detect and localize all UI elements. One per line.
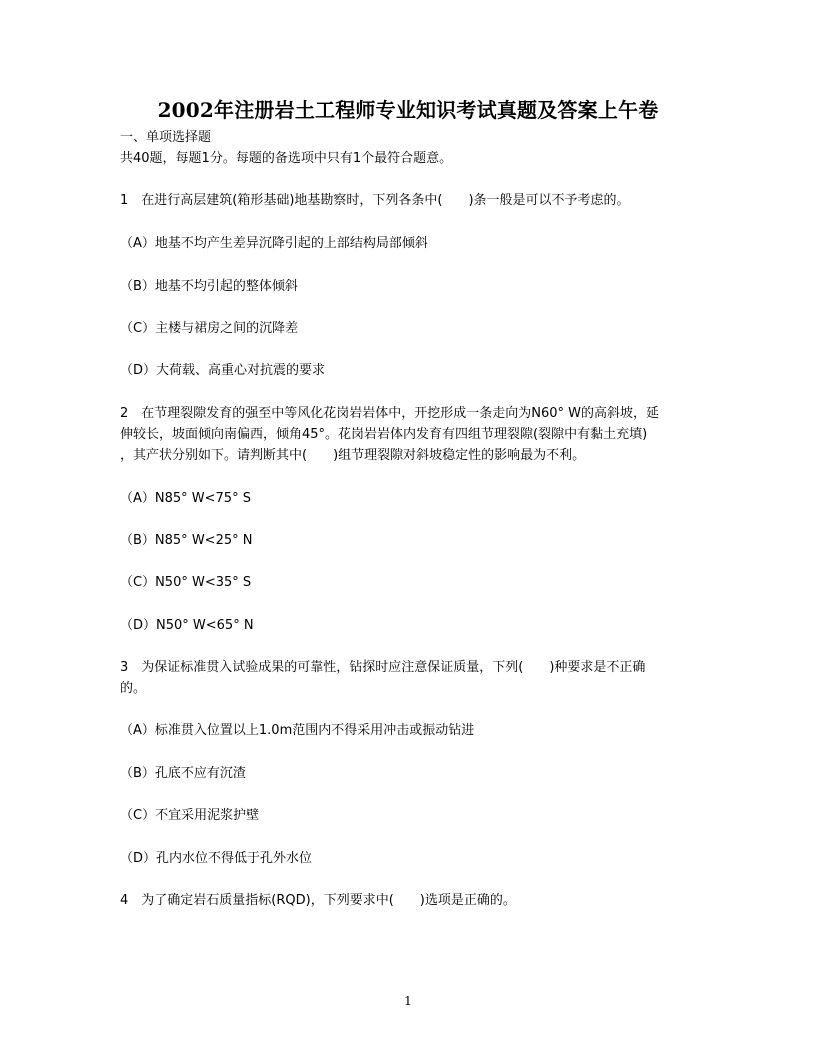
question-3-option-b: （B）孔底不应有沉渣	[120, 766, 246, 781]
section-instructions: 共40题，每题1分。每题的备选项中只有1个最符合题意。	[120, 151, 453, 166]
question-1-stem: 1 在进行高层建筑(箱形基础)地基勘察时，下列各条中( )条一般是可以不予考虑的。	[120, 193, 630, 208]
question-3-option-d: （D）孔内水位不得低于孔外水位	[120, 851, 313, 866]
question-2-option-c: （C）N50° W<35° S	[120, 575, 252, 590]
question-3-stem	[120, 657, 696, 699]
question-2-option-d: （D）N50° W<65° N	[120, 618, 254, 633]
question-3-stem-line: 的。	[120, 681, 147, 696]
question-2-option-b: （B）N85° W<25° N	[120, 533, 253, 548]
question-1-option-c: （C）主楼与裙房之间的沉降差	[120, 321, 299, 336]
section-heading: 一、单项选择题	[120, 130, 212, 145]
question-3-stem-line: 3 为保证标准贯入试验成果的可靠性，钻探时应注意保证质量，下列( )种要求是不正确	[120, 660, 646, 675]
question-2-stem	[120, 403, 696, 466]
question-1-option-a: （A）地基不均产生差异沉降引起的上部结构局部倾斜	[120, 236, 428, 251]
document-title: 2002年注册岩土工程师专业知识考试真题及答案上午卷	[157, 98, 659, 122]
question-2-stem-line: 2 在节理裂隙发育的强至中等风化花岗岩岩体中，开挖形成一条走向为N60° W的高斜坡，延	[120, 406, 660, 421]
question-4-stem: 4 为了确定岩石质量指标(RQD)，下列要求中( )选项是正确的。	[120, 893, 516, 908]
page-number: 1	[404, 994, 412, 1008]
question-1-option-b: （B）地基不均引起的整体倾斜	[120, 279, 298, 294]
question-2-stem-line: ，其产状分别如下。请判断其中( )组节理裂隙对斜坡稳定性的影响最为不利。	[120, 448, 586, 463]
question-3-option-a: （A）标准贯入位置以上1.0m范围内不得采用冲击或振动钻进	[120, 723, 475, 738]
question-2-option-a: （A）N85° W<75° S	[120, 491, 251, 506]
question-3-option-c: （C）不宜采用泥浆护壁	[120, 808, 260, 823]
question-1-option-d: （D）大荷载、高重心对抗震的要求	[120, 363, 326, 378]
question-2-stem-line: 伸较长，坡面倾向南偏西，倾角45°。花岗岩岩体内发育有四组节理裂隙(裂隙中有黏土充填)	[120, 427, 648, 442]
